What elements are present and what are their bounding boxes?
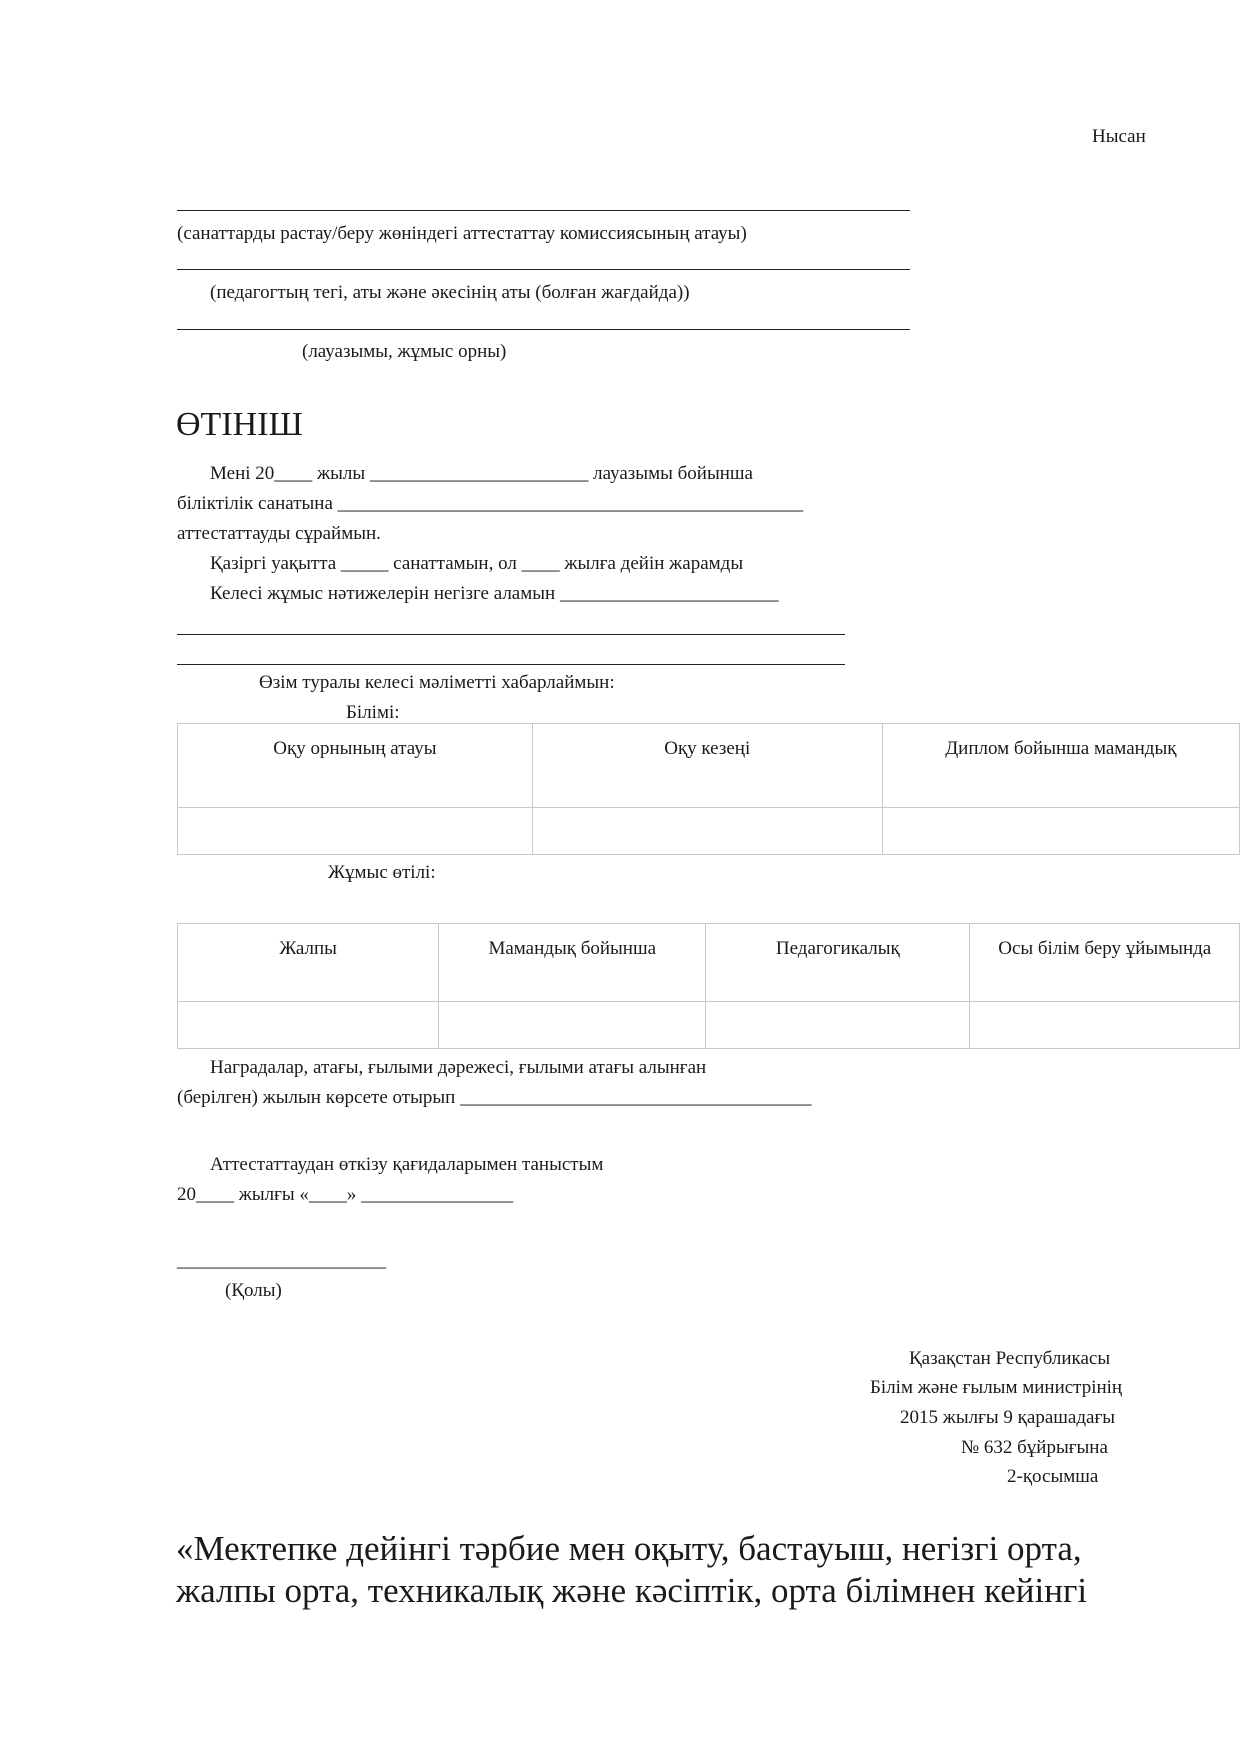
- education-cell-specialty[interactable]: [882, 808, 1239, 855]
- experience-label: Жұмыс өтілі:: [328, 862, 436, 883]
- appendix-line-5: 2-қосымша: [1007, 1466, 1099, 1487]
- signature-line[interactable]: ______________________: [177, 1250, 386, 1271]
- education-header-institution: Оқу орнының атауы: [178, 724, 533, 808]
- table-row: [178, 1002, 1240, 1049]
- experience-header-total: Жалпы: [178, 924, 439, 1002]
- experience-cell-pedagogical[interactable]: [706, 1002, 970, 1049]
- experience-cell-this-org[interactable]: [970, 1002, 1240, 1049]
- commission-caption: (санаттарды растау/беру жөніндегі аттестаттау комиссиясының атауы): [177, 223, 747, 244]
- experience-header-pedagogical: Педагогикалық: [706, 924, 970, 1002]
- education-cell-institution[interactable]: [178, 808, 533, 855]
- table-row: [178, 808, 1240, 855]
- appendix-line-1: Қазақстан Республикасы: [909, 1348, 1111, 1369]
- education-label: Білімі:: [346, 702, 400, 723]
- experience-cell-specialty[interactable]: [439, 1002, 706, 1049]
- table-header-row: [178, 724, 1240, 808]
- position-caption: (лауазымы, жұмыс орны): [302, 341, 507, 362]
- next-section-title-line-2: жалпы орта, техникалық және кәсіптік, орта білімнен кейінгі: [176, 1571, 1088, 1610]
- page-title: ӨТІНІШ: [176, 406, 303, 443]
- experience-header-this-org: Осы білім беру ұйымында: [970, 924, 1240, 1002]
- results-extra-line-1[interactable]: [177, 634, 845, 635]
- date-line: 20____ жылғы «____» ________________: [177, 1184, 514, 1205]
- form-label: Нысан: [1092, 126, 1146, 147]
- body-line-category: біліктілік санатына _________________________________________________: [177, 493, 804, 514]
- appendix-line-4: № 632 бұйрығына: [961, 1437, 1108, 1458]
- next-section-title-line-1: «Мектепке дейінгі тәрбие мен оқыту, бастауыш, негізгі орта,: [176, 1529, 1082, 1568]
- body-line-year-position: Мені 20____ жылы _______________________ лауазымы бойынша: [210, 463, 753, 484]
- acknowledge-line: Аттестаттаудан өткізу қағидаларымен таныстым: [210, 1154, 604, 1175]
- teacher-name-line[interactable]: [177, 269, 910, 270]
- signature-caption: (Қолы): [225, 1280, 282, 1301]
- results-extra-line-2[interactable]: [177, 664, 845, 665]
- awards-line-1: Наградалар, атағы, ғылыми дәрежесі, ғылыми атағы алынған: [210, 1057, 707, 1078]
- body-line-request: аттестаттауды сұраймын.: [177, 523, 381, 544]
- table-header-row: [178, 924, 1240, 1002]
- appendix-line-3: 2015 жылғы 9 қарашадағы: [900, 1407, 1116, 1428]
- info-intro: Өзім туралы келесі мәліметті хабарлаймын:: [259, 672, 615, 693]
- education-cell-period[interactable]: [532, 808, 882, 855]
- commission-name-line[interactable]: [177, 210, 910, 211]
- education-table: [177, 723, 1240, 855]
- appendix-line-2: Білім және ғылым министрінің: [870, 1377, 1123, 1398]
- experience-cell-total[interactable]: [178, 1002, 439, 1049]
- body-line-results: Келесі жұмыс нәтижелерін негізге аламын _______________________: [210, 583, 779, 604]
- experience-table: [177, 923, 1240, 1049]
- experience-header-specialty: Мамандық бойынша: [439, 924, 706, 1002]
- education-header-period: Оқу кезеңі: [532, 724, 882, 808]
- body-line-current-category: Қазіргі уақытта _____ санаттамын, ол ____ жылға дейін жарамды: [210, 553, 744, 574]
- position-line[interactable]: [177, 329, 910, 330]
- teacher-name-caption: (педагогтың тегі, аты және әкесінің аты (болған жағдайда)): [210, 282, 690, 303]
- education-header-specialty: Диплом бойынша мамандық: [882, 724, 1239, 808]
- awards-line-2: (берілген) жылын көрсете отырып _____________________________________: [177, 1087, 812, 1108]
